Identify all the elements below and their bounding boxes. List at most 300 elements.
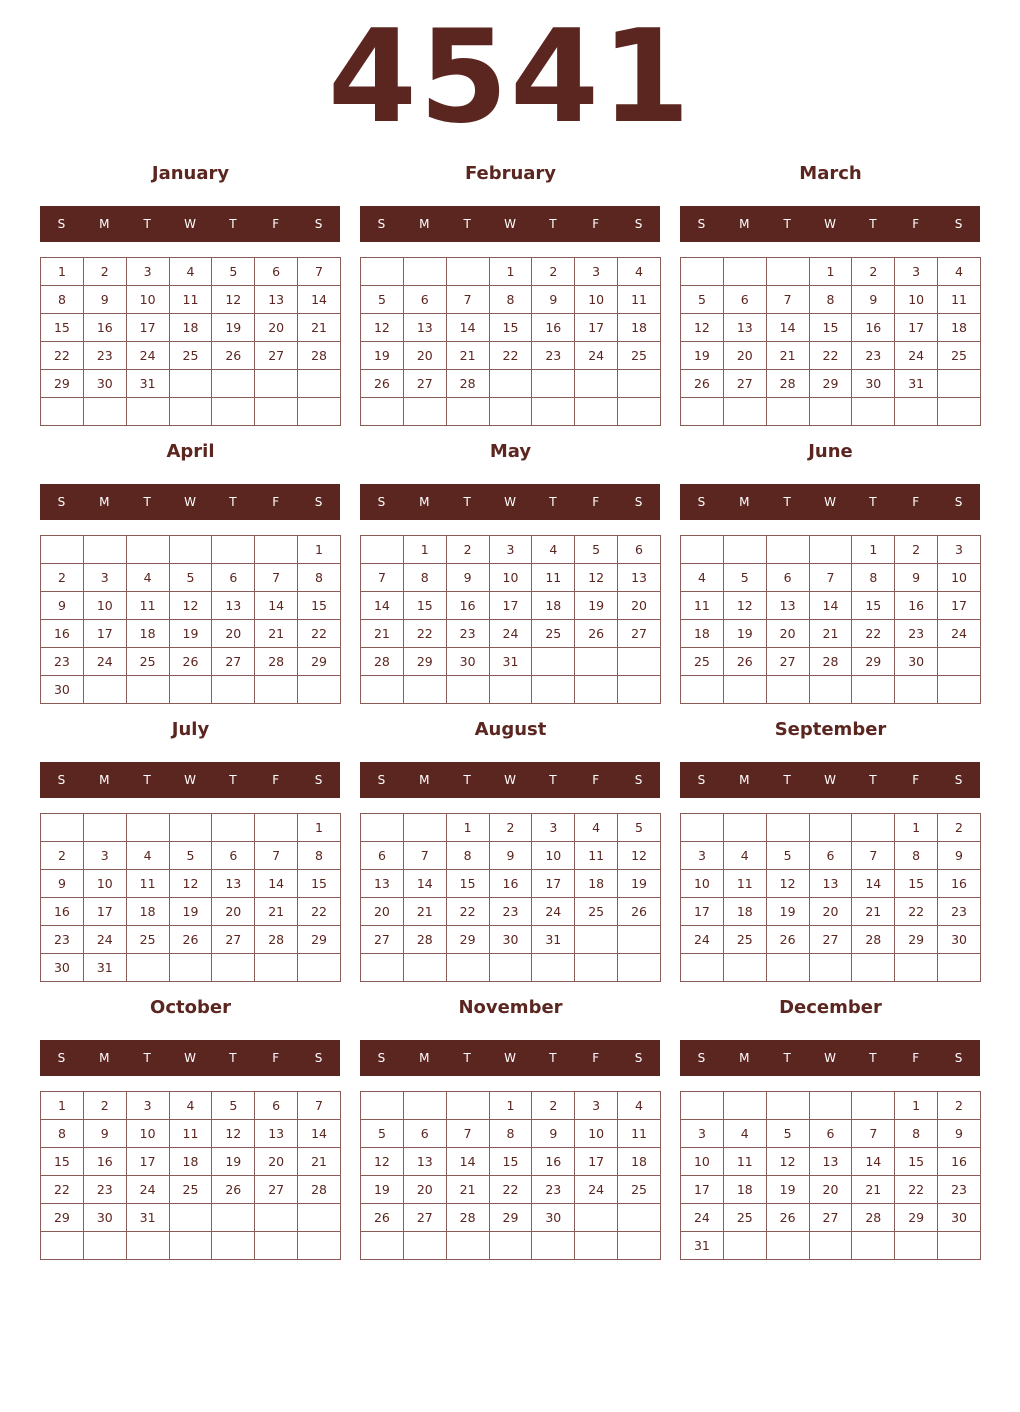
day-cell: 4 xyxy=(723,1120,766,1148)
day-cell: 2 xyxy=(532,258,575,286)
day-cell: 13 xyxy=(809,1148,852,1176)
day-cell: 19 xyxy=(361,342,404,370)
week-row xyxy=(361,954,661,982)
day-cell: 5 xyxy=(618,814,661,842)
empty-day-cell xyxy=(212,398,255,426)
day-cell: 25 xyxy=(169,342,212,370)
day-cell: 4 xyxy=(169,1092,212,1120)
week-row xyxy=(681,620,981,648)
empty-day-cell xyxy=(255,814,298,842)
day-cell: 7 xyxy=(766,286,809,314)
empty-day-cell xyxy=(169,370,212,398)
day-cell: 11 xyxy=(169,286,212,314)
day-cell: 25 xyxy=(169,1176,212,1204)
day-cell: 9 xyxy=(938,1120,981,1148)
week-row xyxy=(361,398,661,426)
day-cell: 24 xyxy=(575,1176,618,1204)
weekday-label: W xyxy=(184,217,196,231)
empty-day-cell xyxy=(446,954,489,982)
weekday-label: T xyxy=(229,217,237,231)
day-cell: 27 xyxy=(766,648,809,676)
empty-day-cell xyxy=(255,370,298,398)
weekday-label: F xyxy=(272,773,280,787)
day-cell: 28 xyxy=(446,1204,489,1232)
day-cell: 20 xyxy=(723,342,766,370)
day-cell: 2 xyxy=(83,1092,126,1120)
day-cell: 26 xyxy=(618,898,661,926)
day-cell: 6 xyxy=(403,1120,446,1148)
day-cell: 5 xyxy=(212,258,255,286)
empty-day-cell xyxy=(212,1204,255,1232)
weekday-label: F xyxy=(272,495,280,509)
empty-day-cell xyxy=(766,536,809,564)
empty-day-cell xyxy=(618,648,661,676)
empty-day-cell xyxy=(403,814,446,842)
empty-day-cell xyxy=(169,536,212,564)
week-row xyxy=(361,648,661,676)
day-cell: 22 xyxy=(41,342,84,370)
day-cell: 30 xyxy=(83,1204,126,1232)
weekday-label: T xyxy=(869,217,877,231)
week-row xyxy=(41,676,341,704)
day-cell: 15 xyxy=(489,1148,532,1176)
weekday-label: S xyxy=(697,495,706,509)
empty-day-cell xyxy=(575,370,618,398)
weekday-label: M xyxy=(419,1051,430,1065)
day-cell: 27 xyxy=(212,648,255,676)
weekday-label: M xyxy=(739,217,750,231)
day-cell: 3 xyxy=(489,536,532,564)
week-row xyxy=(361,870,661,898)
day-cell: 18 xyxy=(575,870,618,898)
weekday-label: W xyxy=(184,495,196,509)
day-cell: 19 xyxy=(618,870,661,898)
empty-day-cell xyxy=(532,676,575,704)
day-cell: 19 xyxy=(169,620,212,648)
empty-day-cell xyxy=(575,1232,618,1260)
day-cell: 16 xyxy=(83,314,126,342)
day-cell: 3 xyxy=(575,258,618,286)
week-row xyxy=(681,1232,981,1260)
empty-day-cell xyxy=(766,1092,809,1120)
weekday-header xyxy=(40,762,340,798)
empty-day-cell xyxy=(766,954,809,982)
week-row xyxy=(681,842,981,870)
day-cell: 5 xyxy=(766,842,809,870)
day-cell: 9 xyxy=(532,286,575,314)
day-cell: 25 xyxy=(618,1176,661,1204)
day-cell: 4 xyxy=(723,842,766,870)
weekday-label: W xyxy=(184,773,196,787)
day-cell: 14 xyxy=(255,870,298,898)
weekday-label: S xyxy=(634,495,643,509)
empty-day-cell xyxy=(681,258,724,286)
empty-day-cell xyxy=(255,536,298,564)
day-cell: 19 xyxy=(212,314,255,342)
empty-day-cell xyxy=(255,676,298,704)
empty-day-cell xyxy=(255,1232,298,1260)
weekday-label: S xyxy=(954,495,963,509)
weekday-label: T xyxy=(143,1051,151,1065)
day-cell: 24 xyxy=(681,1204,724,1232)
day-cell: 26 xyxy=(361,370,404,398)
empty-day-cell xyxy=(169,1204,212,1232)
weekday-label: W xyxy=(504,773,516,787)
empty-day-cell xyxy=(489,954,532,982)
empty-day-cell xyxy=(41,536,84,564)
week-row xyxy=(681,676,981,704)
day-cell: 2 xyxy=(41,842,84,870)
empty-day-cell xyxy=(895,1232,938,1260)
day-cell: 13 xyxy=(212,592,255,620)
day-cell: 8 xyxy=(852,564,895,592)
empty-day-cell xyxy=(809,676,852,704)
empty-day-cell xyxy=(298,370,341,398)
day-cell: 5 xyxy=(723,564,766,592)
weekday-label: S xyxy=(377,1051,386,1065)
day-cell: 6 xyxy=(403,286,446,314)
week-row xyxy=(681,1148,981,1176)
weekday-label: T xyxy=(549,1051,557,1065)
day-cell: 13 xyxy=(766,592,809,620)
week-row xyxy=(41,842,341,870)
day-cell: 1 xyxy=(809,258,852,286)
day-cell: 3 xyxy=(83,564,126,592)
day-cell: 1 xyxy=(41,258,84,286)
day-cell: 15 xyxy=(489,314,532,342)
empty-day-cell xyxy=(895,398,938,426)
day-cell: 29 xyxy=(41,1204,84,1232)
empty-day-cell xyxy=(766,814,809,842)
weekday-label: W xyxy=(824,773,836,787)
empty-day-cell xyxy=(361,398,404,426)
day-cell: 6 xyxy=(809,1120,852,1148)
day-cell: 3 xyxy=(681,1120,724,1148)
weekday-label: S xyxy=(57,1051,66,1065)
day-cell: 29 xyxy=(895,1204,938,1232)
day-grid xyxy=(40,257,341,426)
day-cell: 2 xyxy=(895,536,938,564)
day-cell: 22 xyxy=(298,898,341,926)
day-cell: 21 xyxy=(852,898,895,926)
day-cell: 9 xyxy=(41,592,84,620)
day-cell: 11 xyxy=(723,870,766,898)
day-cell: 10 xyxy=(575,286,618,314)
day-cell: 11 xyxy=(681,592,724,620)
day-cell: 12 xyxy=(169,870,212,898)
day-cell: 15 xyxy=(298,870,341,898)
empty-day-cell xyxy=(852,1092,895,1120)
day-cell: 3 xyxy=(126,1092,169,1120)
day-cell: 6 xyxy=(361,842,404,870)
weekday-label: S xyxy=(314,495,323,509)
day-cell: 23 xyxy=(938,898,981,926)
day-cell: 6 xyxy=(618,536,661,564)
day-cell: 24 xyxy=(126,1176,169,1204)
weekday-label: S xyxy=(697,1051,706,1065)
day-cell: 22 xyxy=(403,620,446,648)
day-cell: 1 xyxy=(41,1092,84,1120)
weekday-header xyxy=(360,484,660,520)
day-cell: 21 xyxy=(446,342,489,370)
empty-day-cell xyxy=(126,1232,169,1260)
day-cell: 19 xyxy=(575,592,618,620)
week-row xyxy=(41,870,341,898)
day-cell: 29 xyxy=(298,648,341,676)
day-cell: 24 xyxy=(938,620,981,648)
weekday-header xyxy=(360,762,660,798)
week-row xyxy=(361,676,661,704)
weekday-label: W xyxy=(824,217,836,231)
day-cell: 28 xyxy=(766,370,809,398)
day-cell: 7 xyxy=(852,1120,895,1148)
day-cell: 21 xyxy=(766,342,809,370)
empty-day-cell xyxy=(532,954,575,982)
day-cell: 22 xyxy=(489,1176,532,1204)
day-cell: 8 xyxy=(895,842,938,870)
empty-day-cell xyxy=(169,1232,212,1260)
day-cell: 19 xyxy=(681,342,724,370)
empty-day-cell xyxy=(212,536,255,564)
day-cell: 3 xyxy=(83,842,126,870)
empty-day-cell xyxy=(255,1204,298,1232)
weekday-label: S xyxy=(314,217,323,231)
empty-day-cell xyxy=(361,1232,404,1260)
day-cell: 22 xyxy=(809,342,852,370)
weekday-label: M xyxy=(99,773,110,787)
day-cell: 18 xyxy=(618,314,661,342)
empty-day-cell xyxy=(446,258,489,286)
day-cell: 17 xyxy=(532,870,575,898)
empty-day-cell xyxy=(766,1232,809,1260)
day-cell: 28 xyxy=(298,342,341,370)
week-row xyxy=(41,258,341,286)
day-cell: 21 xyxy=(361,620,404,648)
day-cell: 11 xyxy=(618,1120,661,1148)
day-cell: 5 xyxy=(681,286,724,314)
empty-day-cell xyxy=(361,1092,404,1120)
day-cell: 13 xyxy=(212,870,255,898)
day-cell: 1 xyxy=(489,1092,532,1120)
day-cell: 30 xyxy=(41,676,84,704)
empty-day-cell xyxy=(766,258,809,286)
day-cell: 20 xyxy=(361,898,404,926)
day-cell: 5 xyxy=(361,1120,404,1148)
week-row xyxy=(41,620,341,648)
empty-day-cell xyxy=(618,1232,661,1260)
day-cell: 5 xyxy=(575,536,618,564)
day-cell: 23 xyxy=(895,620,938,648)
week-row xyxy=(41,954,341,982)
day-cell: 21 xyxy=(403,898,446,926)
weekday-label: S xyxy=(377,773,386,787)
day-cell: 8 xyxy=(895,1120,938,1148)
day-cell: 9 xyxy=(532,1120,575,1148)
empty-day-cell xyxy=(852,676,895,704)
empty-day-cell xyxy=(618,398,661,426)
day-grid xyxy=(40,813,341,982)
day-grid xyxy=(360,257,661,426)
day-cell: 14 xyxy=(361,592,404,620)
empty-day-cell xyxy=(489,370,532,398)
day-cell: 4 xyxy=(532,536,575,564)
empty-day-cell xyxy=(212,814,255,842)
empty-day-cell xyxy=(169,954,212,982)
day-cell: 25 xyxy=(575,898,618,926)
empty-day-cell xyxy=(212,676,255,704)
empty-day-cell xyxy=(723,258,766,286)
day-cell: 4 xyxy=(938,258,981,286)
day-cell: 26 xyxy=(169,926,212,954)
day-cell: 15 xyxy=(895,870,938,898)
week-row xyxy=(361,258,661,286)
day-cell: 7 xyxy=(361,564,404,592)
day-cell: 23 xyxy=(41,926,84,954)
day-cell: 3 xyxy=(938,536,981,564)
day-cell: 7 xyxy=(446,1120,489,1148)
day-cell: 27 xyxy=(255,342,298,370)
day-cell: 7 xyxy=(255,842,298,870)
day-cell: 9 xyxy=(41,870,84,898)
day-cell: 6 xyxy=(255,1092,298,1120)
weekday-label: M xyxy=(419,495,430,509)
day-cell: 22 xyxy=(895,1176,938,1204)
day-cell: 29 xyxy=(852,648,895,676)
empty-day-cell xyxy=(809,1232,852,1260)
empty-day-cell xyxy=(723,676,766,704)
week-row xyxy=(361,1176,661,1204)
empty-day-cell xyxy=(618,676,661,704)
day-cell: 9 xyxy=(489,842,532,870)
empty-day-cell xyxy=(809,814,852,842)
day-cell: 3 xyxy=(895,258,938,286)
week-row xyxy=(361,1204,661,1232)
empty-day-cell xyxy=(532,398,575,426)
empty-day-cell xyxy=(298,676,341,704)
day-cell: 27 xyxy=(723,370,766,398)
day-cell: 16 xyxy=(895,592,938,620)
day-cell: 4 xyxy=(169,258,212,286)
calendar-year-title: 4541 xyxy=(327,3,693,152)
empty-day-cell xyxy=(809,954,852,982)
day-cell: 31 xyxy=(126,370,169,398)
day-cell: 26 xyxy=(212,342,255,370)
empty-day-cell xyxy=(681,536,724,564)
day-cell: 11 xyxy=(169,1120,212,1148)
week-row xyxy=(361,620,661,648)
day-cell: 16 xyxy=(532,1148,575,1176)
day-cell: 17 xyxy=(83,898,126,926)
day-cell: 18 xyxy=(126,898,169,926)
day-cell: 14 xyxy=(298,1120,341,1148)
weekday-label: T xyxy=(783,1051,791,1065)
day-cell: 9 xyxy=(83,286,126,314)
weekday-label: M xyxy=(739,495,750,509)
day-cell: 2 xyxy=(852,258,895,286)
empty-day-cell xyxy=(938,1232,981,1260)
day-cell: 23 xyxy=(83,1176,126,1204)
day-cell: 10 xyxy=(938,564,981,592)
day-cell: 4 xyxy=(575,814,618,842)
day-cell: 17 xyxy=(489,592,532,620)
day-cell: 13 xyxy=(361,870,404,898)
day-cell: 11 xyxy=(532,564,575,592)
empty-day-cell xyxy=(361,954,404,982)
empty-day-cell xyxy=(809,1092,852,1120)
day-cell: 20 xyxy=(212,620,255,648)
empty-day-cell xyxy=(681,1092,724,1120)
empty-day-cell xyxy=(852,398,895,426)
day-cell: 4 xyxy=(126,842,169,870)
weekday-label: T xyxy=(143,217,151,231)
empty-day-cell xyxy=(895,676,938,704)
empty-day-cell xyxy=(938,648,981,676)
day-cell: 25 xyxy=(618,342,661,370)
weekday-label: F xyxy=(912,773,920,787)
week-row xyxy=(41,1204,341,1232)
month-name: October xyxy=(150,997,231,1018)
day-cell: 14 xyxy=(298,286,341,314)
weekday-label: F xyxy=(592,217,600,231)
day-cell: 11 xyxy=(938,286,981,314)
day-cell: 2 xyxy=(83,258,126,286)
week-row xyxy=(681,870,981,898)
weekday-label: F xyxy=(592,773,600,787)
day-cell: 8 xyxy=(489,1120,532,1148)
day-cell: 28 xyxy=(852,1204,895,1232)
empty-day-cell xyxy=(681,398,724,426)
day-cell: 19 xyxy=(361,1176,404,1204)
day-cell: 19 xyxy=(169,898,212,926)
empty-day-cell xyxy=(41,1232,84,1260)
day-cell: 18 xyxy=(169,314,212,342)
day-cell: 4 xyxy=(618,258,661,286)
day-cell: 21 xyxy=(809,620,852,648)
day-cell: 21 xyxy=(255,898,298,926)
empty-day-cell xyxy=(489,398,532,426)
day-cell: 13 xyxy=(255,1120,298,1148)
day-cell: 18 xyxy=(126,620,169,648)
day-cell: 2 xyxy=(938,814,981,842)
empty-day-cell xyxy=(298,1204,341,1232)
weekday-label: T xyxy=(143,495,151,509)
day-cell: 1 xyxy=(298,814,341,842)
day-cell: 10 xyxy=(532,842,575,870)
week-row xyxy=(681,258,981,286)
empty-day-cell xyxy=(809,536,852,564)
empty-day-cell xyxy=(681,954,724,982)
day-cell: 8 xyxy=(41,286,84,314)
weekday-label: M xyxy=(99,1051,110,1065)
day-cell: 5 xyxy=(766,1120,809,1148)
day-cell: 23 xyxy=(852,342,895,370)
empty-day-cell xyxy=(575,926,618,954)
week-row xyxy=(361,592,661,620)
week-row xyxy=(361,1148,661,1176)
day-cell: 6 xyxy=(212,564,255,592)
weekday-label: T xyxy=(869,1051,877,1065)
day-cell: 25 xyxy=(532,620,575,648)
day-cell: 12 xyxy=(212,1120,255,1148)
empty-day-cell xyxy=(255,398,298,426)
day-cell: 24 xyxy=(83,926,126,954)
day-cell: 3 xyxy=(575,1092,618,1120)
empty-day-cell xyxy=(809,398,852,426)
day-cell: 24 xyxy=(83,648,126,676)
day-cell: 1 xyxy=(895,1092,938,1120)
day-cell: 31 xyxy=(126,1204,169,1232)
day-cell: 24 xyxy=(489,620,532,648)
